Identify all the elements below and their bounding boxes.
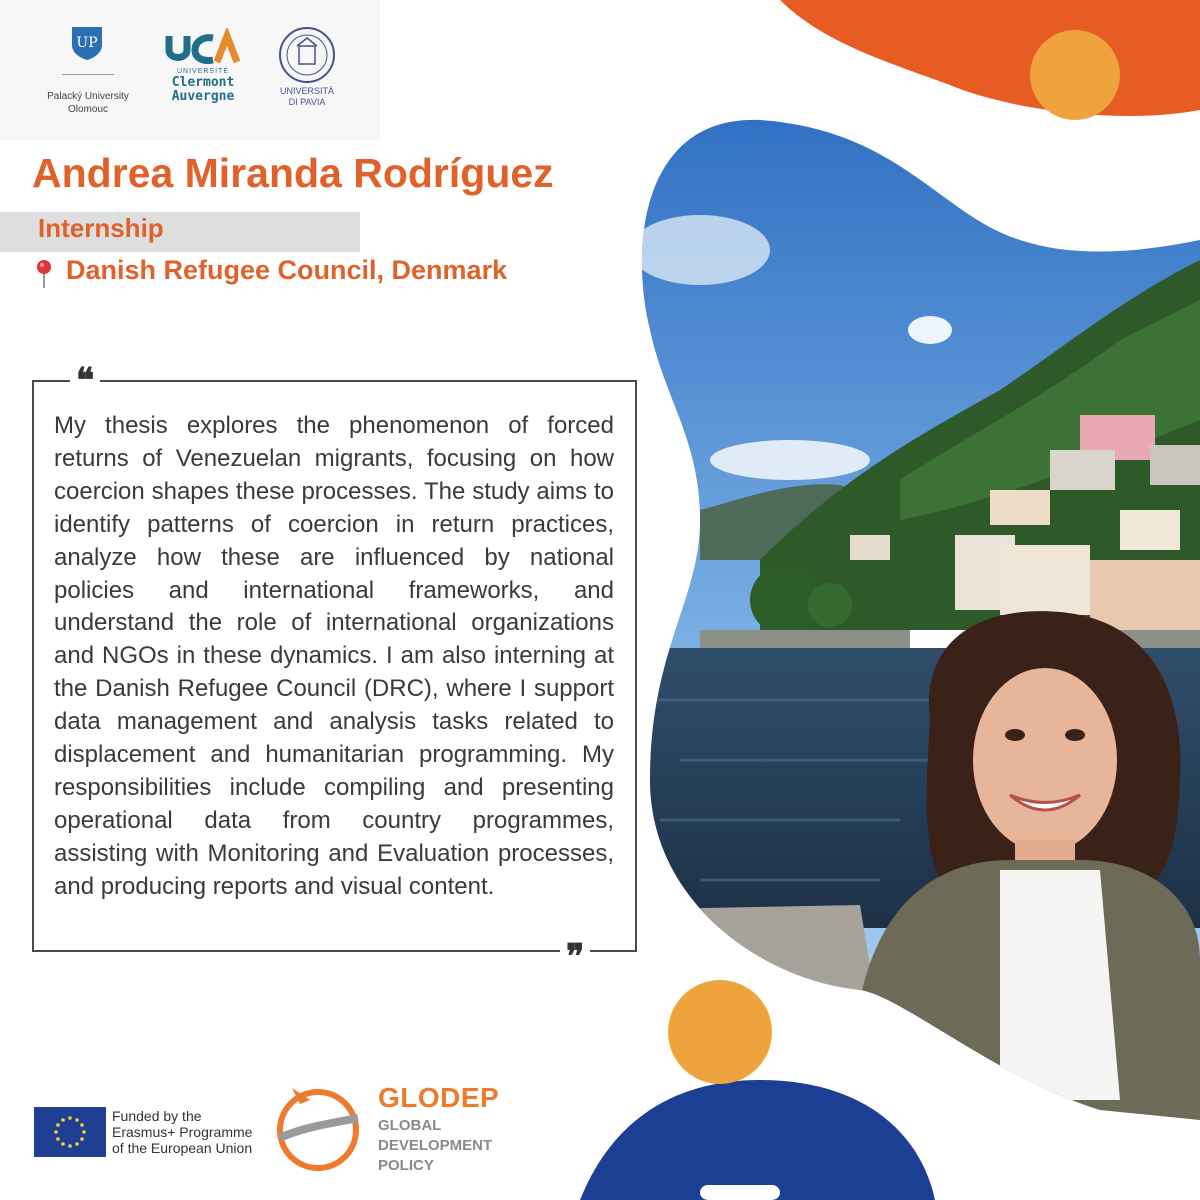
person-name: Andrea Miranda Rodríguez xyxy=(32,150,554,196)
location-text: Danish Refugee Council, Denmark xyxy=(66,255,508,285)
light-orange-circle-top xyxy=(1030,30,1120,120)
palacky-university-logo-text xyxy=(30,90,146,116)
eu-flag-icon xyxy=(34,1107,106,1157)
palacky-line2: Olomouc xyxy=(67,104,108,115)
pavia-logo-text xyxy=(262,86,352,108)
palacky-shield-icon xyxy=(70,25,104,61)
palacky-divider xyxy=(62,74,114,75)
glodep-line1: GLOBAL xyxy=(378,1117,442,1134)
palacky-line1: Palacký University xyxy=(47,91,129,102)
location-pin-icon xyxy=(33,258,55,290)
eu-line2: Erasmus+ Programme xyxy=(112,1124,253,1140)
quote-text: My thesis explores the phenomenon of forced returns of Venezuelan migrants, focusing on how coercion shapes these processes. The study aims to identify patterns of coercion in return practices, analyze how these are influenced by national policies and international frameworks, and understand the role of international organizations and NGOs in these dynamics. I am also interning at the Danish Refugee Council (DRC), where I support data management and analysis tasks related to displacement and humanitarian programming. My responsibilities include compiling and presenting operational data from country programmes, assisting with Monitoring and Evaluation processes, and producing reports and visual content. xyxy=(54,412,614,900)
erasmus-funding-text xyxy=(112,1108,252,1156)
glodep-name: GLODEP xyxy=(378,1082,500,1113)
uca-line1: UNIVERSITÉ xyxy=(176,68,229,75)
eu-line1: Funded by the xyxy=(112,1108,202,1124)
glodep-line2: DEVELOPMENT xyxy=(378,1137,493,1154)
uca-line3: Auvergne xyxy=(171,89,235,104)
pavia-line1: UNIVERSITÀ xyxy=(279,86,334,96)
navy-white-notch xyxy=(700,1185,780,1200)
uca-line2: Clermont xyxy=(171,75,235,90)
eu-line3: of the European Union xyxy=(112,1140,253,1156)
uca-logo-text xyxy=(163,68,243,104)
glodep-logo-icon xyxy=(270,1078,366,1174)
light-orange-circle-bottom xyxy=(668,980,772,1084)
close-quote-icon: ❞ xyxy=(560,940,590,974)
glodep-subtitle xyxy=(378,1116,492,1176)
svg-text:UP: UP xyxy=(76,35,98,51)
pavia-line2: DI PAVIA xyxy=(288,97,326,107)
glodep-line3: POLICY xyxy=(378,1157,434,1174)
role-label: Internship xyxy=(38,213,164,243)
navy-half-circle-shape xyxy=(580,1080,935,1200)
pavia-seal-icon xyxy=(278,26,336,84)
uca-logo-icon xyxy=(163,28,243,68)
orange-blob-shape xyxy=(780,0,1200,116)
open-quote-icon: ❝ xyxy=(70,364,100,398)
